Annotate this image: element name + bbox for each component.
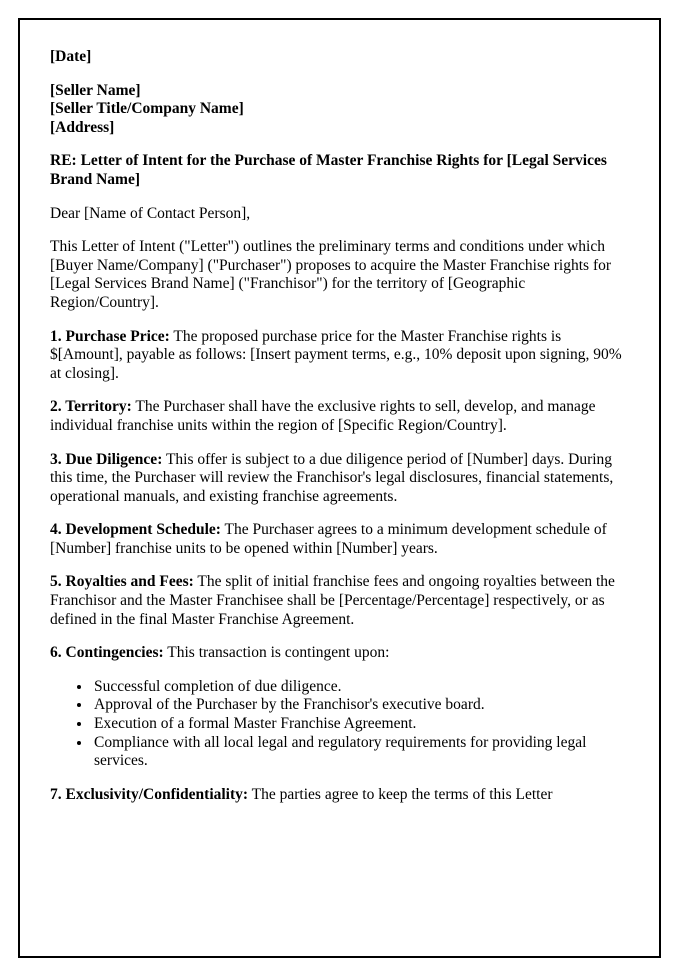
section-territory [50, 398, 629, 435]
contingency-list [50, 678, 629, 771]
section-exclusivity-confidentiality [50, 786, 629, 805]
section-label: 3. Due Diligence: [50, 450, 163, 468]
intro-paragraph: This Letter of Intent ("Letter") outlines the preliminary terms and conditions under which [Buyer Name/Company] ("Purchaser") proposes to acquire the Master Franchise rights for [Legal Services Brand Name] ("Franchisor") for the territory of [Geographic Region/Country]. [50, 238, 612, 311]
list-item: • Compliance with all local legal and regulatory requirements for providing legal services. [92, 734, 629, 771]
section-text: The parties agree to keep the terms of this Letter [248, 785, 553, 803]
section-due-diligence [50, 451, 629, 507]
recipient-block [50, 82, 629, 138]
recipient-title: [Seller Title/Company Name] [50, 100, 244, 118]
section-label: 5. Royalties and Fees: [50, 573, 194, 591]
section-text: The split of initial franchise fees and ongoing royalties between the Franchisor and the Master Franchisee shall be [Percentage/Percentage] respectively, or as defined in the final Master Franchise Agreement. [50, 573, 615, 628]
section-text: The Purchaser shall have the exclusive rights to sell, develop, and manage individual franchise units within the region of [Specific Region/Country]. [50, 398, 596, 434]
section-contingencies [50, 644, 629, 663]
section-label: 7. Exclusivity/Confidentiality: [50, 785, 249, 803]
section-text: The proposed purchase price for the Master Franchise rights is $[Amount], payable as follows: [Insert payment terms, e.g., 10% deposit upon signing, 90% at closing]. [50, 327, 622, 382]
recipient-name: [Seller Name] [50, 81, 141, 99]
section-text: The Purchaser agrees to a minimum development schedule of [Number] franchise units to be opened within [Number] years. [50, 521, 607, 557]
section-development-schedule [50, 521, 629, 558]
letter-document [18, 18, 661, 958]
section-text: This offer is subject to a due diligence period of [Number] days. During this time, the Purchaser will review the Franchisor's legal disclosures, financial statements, operational manuals, and existing franchise agreements. [50, 450, 614, 505]
section-purchase-price [50, 328, 629, 384]
subject-line: RE: Letter of Intent for the Purchase of Master Franchise Rights for [Legal Services Brand Name] [50, 152, 607, 188]
section-label: 2. Territory: [50, 398, 132, 416]
list-item: • Execution of a formal Master Franchise Agreement. [92, 715, 629, 734]
list-item: • Approval of the Purchaser by the Franchisor's executive board. [92, 696, 629, 715]
salutation: Dear [Name of Contact Person], [50, 204, 251, 222]
section-royalties-fees [50, 573, 629, 629]
list-item: • Successful completion of due diligence. [92, 678, 629, 697]
section-text: This transaction is contingent upon: [163, 644, 390, 662]
recipient-address: [Address] [50, 118, 115, 136]
section-label: 6. Contingencies: [50, 644, 164, 662]
section-label: 4. Development Schedule: [50, 521, 221, 539]
date-line: [Date] [50, 48, 92, 65]
section-label: 1. Purchase Price: [50, 327, 170, 345]
